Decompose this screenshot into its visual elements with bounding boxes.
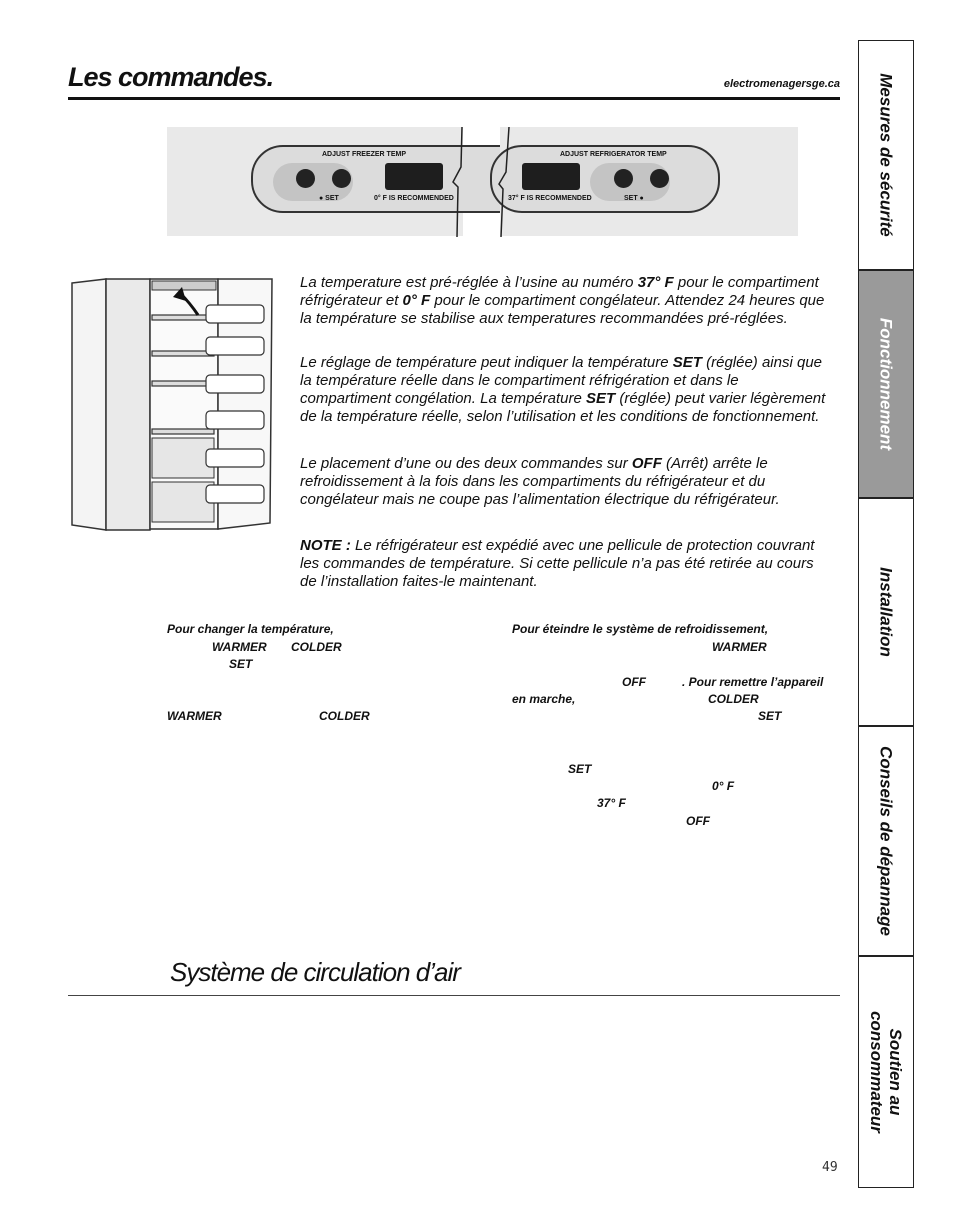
warmer-label: WARMER [212,640,267,654]
set-label: SET [568,762,592,776]
tab-installation[interactable]: Installation [859,499,913,727]
en-marche-text: en marche, [512,692,576,706]
page-title: Les commandes. [68,62,274,92]
turn-off-heading: Pour éteindre le système de refroidissement, [512,622,769,636]
refrigerator-control-panel [500,127,798,236]
tab-soutien-au-consommateur[interactable]: Soutien au consommateur [867,1011,905,1133]
set-paragraph: Le réglage de température peut indiquer la température SET (réglée) ainsi que la température réelle dans le compartiment réfrigération et dans le compartiment congélation. La température SET (réglée) peut varier légèrement de la température réelle, selon l’utilisation et les conditions de fonctionnement. [300,354,826,425]
panel-break-left [448,127,472,237]
colder-label: COLDER [708,692,759,706]
warmer-label: WARMER [712,640,767,654]
freezer-control-panel [167,127,463,236]
zero-f-label: 0° F [712,779,735,793]
website-link[interactable]: electromenagersge.ca [723,78,840,90]
set-label: SET [758,709,782,723]
change-temp-heading: Pour changer la température, [167,622,334,636]
fridge-recommended-label: 37° F IS RECOMMENDED [508,195,592,202]
fridge-heading: ADJUST REFRIGERATOR TEMP [560,151,667,158]
warmer-label: WARMER [167,709,222,723]
side-tab-bar [858,40,914,1188]
off-label: OFF [622,675,646,689]
header-rule [68,97,840,100]
thirty-seven-f-label: 37° F [597,796,626,810]
restart-text: . Pour remettre l’appareil [682,675,824,689]
panel-break-right [494,127,518,237]
colder-label: COLDER [319,709,370,723]
off-label: OFF [686,814,710,828]
tab-conseils-de-depannage[interactable]: Conseils de dépannage [859,727,913,957]
air-circulation-heading: Système de circulation d’air [170,957,460,987]
freezer-set-label: ● SET [319,195,339,202]
tab-fonctionnement[interactable]: Fonctionnement [859,271,913,499]
colder-label: COLDER [291,640,342,654]
intro-paragraph: La temperature est pré-réglée à l’usine au numéro 37° F pour le compartiment réfrigérateur et 0° F pour le compartiment congélateur. Attendez 24 heures que la température se stabilise aux temperatures recommandées pré-réglées. [300,274,825,327]
tab-mesures-de-securite[interactable]: Mesures de sécurité [859,41,913,271]
freezer-recommended-label: 0° F IS RECOMMENDED [374,195,454,202]
off-paragraph: Le placement d’une ou des deux commandes sur OFF (Arrêt) arrête le refroidissement à la fois dans les compartiments du réfrigérateur et du congélateur mais ne coupe pas l’alimentation électrique du réfrigérateur. [300,455,780,508]
freezer-heading: ADJUST FREEZER TEMP [322,151,407,158]
note-paragraph: NOTE : Le réfrigérateur est expédié avec une pellicule de protection couvrant les commandes de température. Si cette pellicule n’a pas été retirée au cours de l’installation faites-le maintenant. [300,537,815,590]
page-number: 49 [822,1160,838,1175]
fridge-set-label: SET ● [624,195,644,202]
refrigerator-illustration [70,275,278,535]
set-label: SET [229,657,253,671]
section-rule [68,995,840,996]
